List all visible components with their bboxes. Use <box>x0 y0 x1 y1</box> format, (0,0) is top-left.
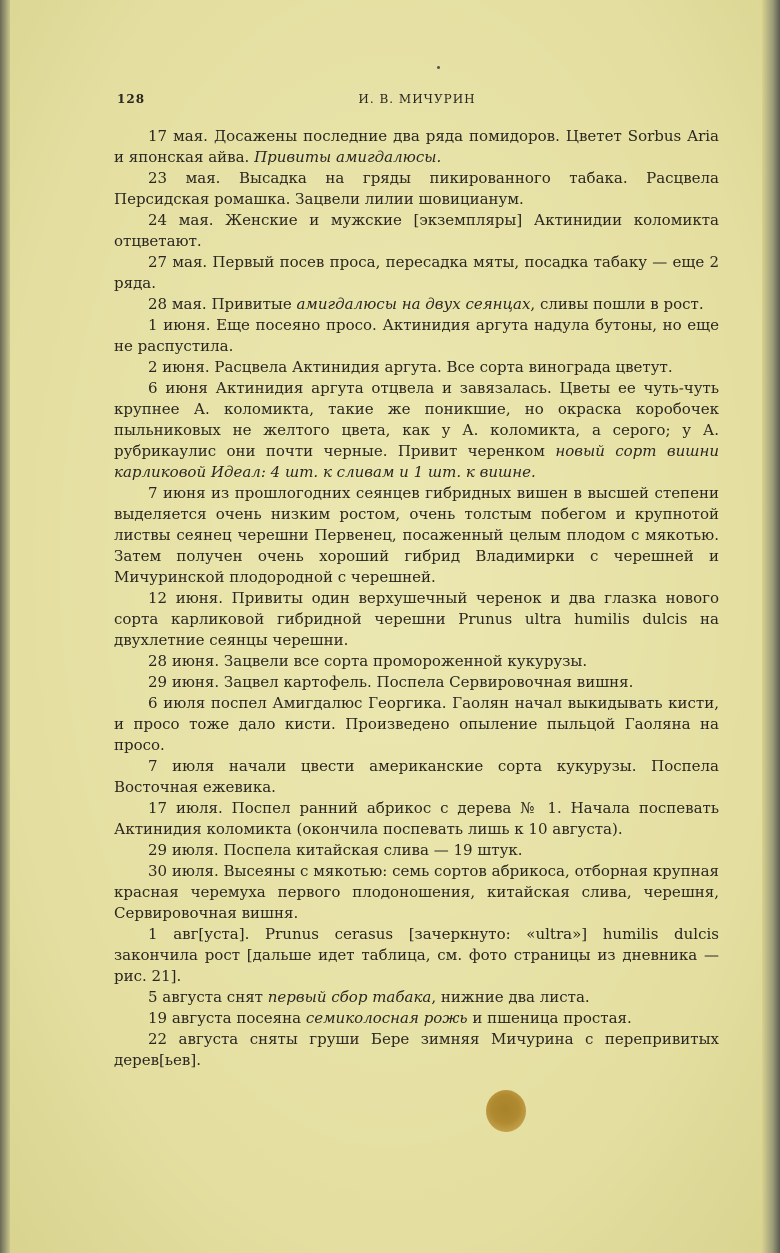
diary-entry: 27 мая. Первый посев проса, пересадка мяты, посадка табаку — еще 2 ряда. <box>114 253 719 292</box>
speck <box>437 66 440 69</box>
diary-entry: 5 августа снят первый сбор табака, нижние два листа. <box>148 988 590 1006</box>
diary-entry: 30 июля. Высеяны с мякотью: семь сортов абрикоса, отборная крупная красная черемуха первого плодоношения, китайская слива, черешня, Сервировочная вишня. <box>114 862 719 922</box>
diary-entry: 17 июля. Поспел ранний абрикос с дерева № 1. Начала поспевать Актинидия коломикта (окончила поспевать лишь к 10 августа). <box>114 799 719 838</box>
diary-entry: 6 июля поспел Амигдалюс Георгика. Гаолян начал выкидывать кисти, и просо тоже дало кисти. Произведено опыление пыльцой Гаоляна на просо. <box>114 694 719 754</box>
diary-entry: 7 июня из прошлогодних сеянцев гибридных вишен в высшей степени выделяется очень низким ростом, очень толстым побегом и крупнотой листвы сеянец черешни Первенец, посаженный целым плодом с мякотью. Затем получен очень хороший гибрид Владимирки с черешней и Мичуринской плодородной с черешней. <box>114 484 719 586</box>
page-right-edge <box>762 0 780 1253</box>
diary-entry: 29 июля. Поспела китайская слива — 19 штук. <box>148 841 523 859</box>
diary-entry: 12 июня. Привиты один верхушечный черенок и два глазка нового сорта карликовой гибридной черешни Prunus ultra humilis dulcis на двухлетние сеянцы черешни. <box>114 589 719 649</box>
page-left-edge <box>0 0 10 1253</box>
running-head: И. В. МИЧУРИН <box>358 92 476 106</box>
diary-entry: 17 мая. Досажены последние два ряда помидоров. Цветет Sorbus Aria и японская айва. Привиты амигдалюсы. <box>114 127 719 166</box>
diary-entry: 24 мая. Женские и мужские [экземпляры] Актинидии коломикта отцветают. <box>114 211 719 250</box>
diary-entry: 6 июня Актинидия аргута отцвела и завязалась. Цветы ее чуть-чуть крупнее А. коломикта, такие же поникшие, но окраска коробочек пыльниковых не желтого цвета, как у А. коломикта, а серого; у А. рубрикаулис они почти черные. Привит черенком новый сорт вишни карликовой Идеал: 4 шт. к сливам и 1 шт. к вишне. <box>114 379 719 481</box>
diary-entry: 1 июня. Еще посеяно просо. Актинидия аргута надула бутоны, но еще не распустила. <box>114 316 719 355</box>
diary-entry: 7 июля начали цвести американские сорта кукурузы. Поспела Восточная ежевика. <box>114 757 719 796</box>
paper-stain <box>486 1090 526 1132</box>
diary-entry: 1 авг[уста]. Prunus cerasus [зачеркнуто: «ultra»] humilis dulcis закончила рост [дальше идет таблица, см. фото страницы из дневника — рис. 21]. <box>114 925 719 985</box>
diary-entry: 29 июня. Зацвел картофель. Поспела Сервировочная вишня. <box>148 673 634 691</box>
diary-entry: 23 мая. Высадка на гряды пикированного табака. Расцвела Персидская ромашка. Зацвели лилии шовицианум. <box>114 169 719 208</box>
diary-text <box>114 126 719 1071</box>
page-number: 128 <box>117 92 146 106</box>
diary-entry: 22 августа сняты груши Бере зимняя Мичурина с перепривитых дерев[ьев]. <box>114 1030 719 1069</box>
diary-entry: 2 июня. Расцвела Актинидия аргута. Все сорта винограда цветут. <box>148 358 673 376</box>
diary-entry: 19 августа посеяна семиколосная рожь и пшеница простая. <box>148 1009 632 1027</box>
page-header <box>117 92 717 110</box>
diary-entry: 28 июня. Зацвели все сорта промороженной кукурузы. <box>148 652 588 670</box>
diary-entry: 28 мая. Привитые амигдалюсы на двух сеянцах, сливы пошли в рост. <box>148 295 704 313</box>
